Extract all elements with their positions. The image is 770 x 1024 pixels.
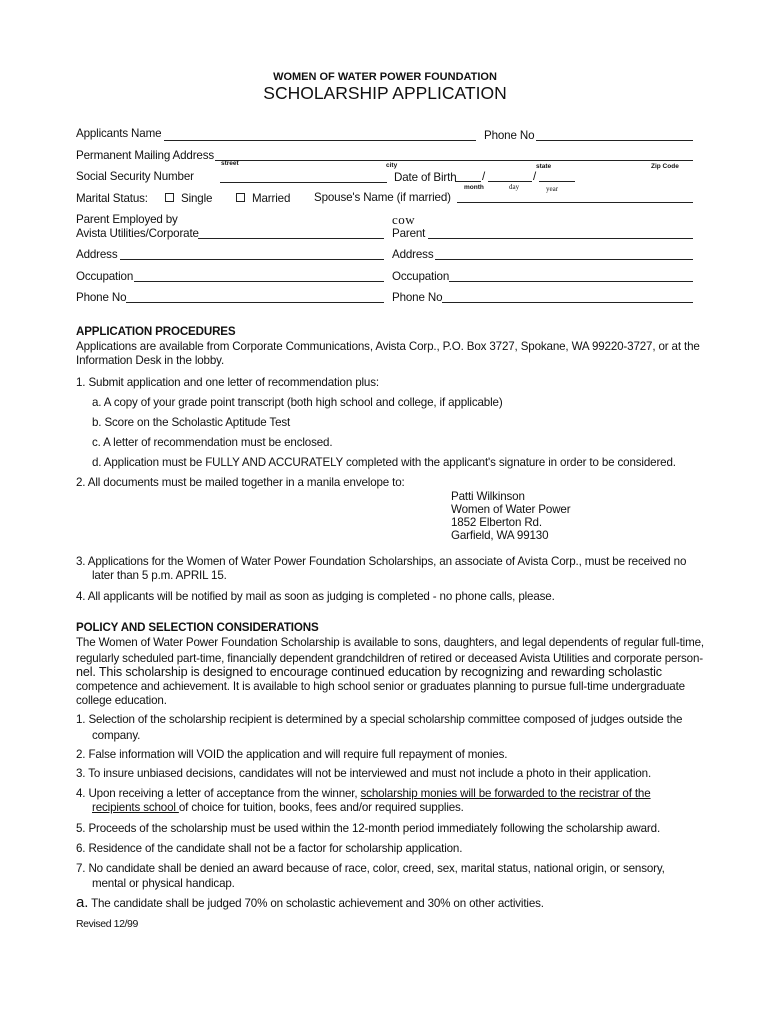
policy-item-6: 6. Residence of the candidate shall not be a factor for scholarship application. [76,842,463,855]
policy-item-4-line-1 [76,788,651,801]
procedures-item-2: 2. All documents must be mailed together in a manila envelope to: [76,476,405,489]
spouse-name-label: Spouse's Name (if married) [314,191,451,204]
policy-heading: POLICY AND SELECTION CONSIDERATIONS [76,621,319,634]
policy-item-8 [76,895,544,912]
phone-left-field[interactable] [126,302,384,303]
policy-paragraph-line-2: regularly scheduled part-time, financially dependent grandchildren of retired or deceased Avista Utilities and corporate person- [76,652,703,665]
day-caption: day [509,183,520,191]
dob-label: Date of Birth [394,171,457,184]
parent-employed-label-1: Parent Employed by [76,213,178,226]
policy-paragraph-line-4: competence and achievement. It is available to high school senior or graduates planning to pursue full-time undergraduate [76,680,685,693]
policy-item-1-line-1: 1. Selection of the scholarship recipient is determined by a special scholarship committee composed of judges outside the [76,713,683,726]
occupation-left-label: Occupation [76,270,134,283]
procedures-item-3-line-2: later than 5 p.m. APRIL 15. [92,569,227,582]
policy-item-4-post: of choice for tuition, books, fees and/or required supplies. [178,801,464,814]
parent-field[interactable] [428,238,693,239]
org-name: WOMEN OF WATER POWER FOUNDATION [273,71,497,83]
revised-date: Revised 12/99 [76,918,138,930]
procedures-item-3-line-1: 3. Applications for the Women of Water Power Foundation Scholarships, an associate of Avista Corp., must be received no [76,555,687,568]
policy-paragraph-line-3: nel. This scholarship is designed to encourage continued education by recognizing and rewarding scholastic [76,665,662,679]
phone-no-field[interactable] [536,140,693,141]
mail-address-street: 1852 Elberton Rd. [451,516,542,529]
street-caption: street [221,160,239,167]
policy-item-4-underlined-2: recipients school [92,801,179,814]
phone-left-label: Phone No [76,291,127,304]
procedures-intro-1: Applications are available from Corporate Communications, Avista Corp., P.O. Box 3727, Spokane, WA 99220-3727, or at the [76,340,700,353]
address-left-label: Address [76,248,118,261]
ssn-label: Social Security Number [76,170,194,183]
marital-status-label: Marital Status: [76,192,148,205]
dob-year-field[interactable] [539,181,575,182]
policy-item-1-line-2: company. [92,729,141,742]
policy-item-2: 2. False information will VOID the application and will require full repayment of monies. [76,748,508,761]
mail-address-name: Patti Wilkinson [451,490,525,503]
ssn-field[interactable] [220,182,387,183]
policy-paragraph-line-5: college education. [76,694,167,707]
parent-label: Parent [392,227,426,240]
parent-employed-field[interactable] [198,238,384,239]
occupation-right-field[interactable] [449,281,693,282]
address-right-label: Address [392,248,434,261]
mail-address-city: Garfield, WA 99130 [451,529,549,542]
policy-item-7-line-2: mental or physical handicap. [92,877,235,890]
mailing-address-label: Permanent Mailing Address [76,149,215,162]
policy-item-4-line-2 [92,802,464,815]
applicants-name-label: Applicants Name [76,127,162,140]
policy-item-8-letter: a. [76,894,89,911]
policy-item-3: 3. To insure unbiased decisions, candidates will not be interviewed and must not include a photo in their application. [76,767,652,780]
procedures-intro-2: Information Desk in the lobby. [76,354,225,367]
policy-item-5: 5. Proceeds of the scholarship must be used within the 12-month period immediately following the scholarship award. [76,822,661,835]
dob-separator-1: / [482,170,486,183]
occupation-right-label: Occupation [392,270,450,283]
mailing-address-field[interactable] [215,160,693,161]
state-caption: state [536,163,552,170]
policy-item-4-pre: 4. Upon receiving a letter of acceptance from the winner, [76,787,361,800]
dob-day-field[interactable] [488,181,532,182]
phone-right-field[interactable] [442,302,693,303]
city-caption: city [386,162,398,169]
single-label: Single [181,192,213,205]
procedures-heading: APPLICATION PROCEDURES [76,325,236,338]
page-title: SCHOLARSHIP APPLICATION [263,83,507,103]
address-right-field[interactable] [435,259,693,260]
procedures-item-1c: c. A letter of recommendation must be enclosed. [92,436,333,449]
policy-paragraph-line-1: The Women of Water Power Foundation Scholarship is available to sons, daughters, and legal dependents of regular full-time, [76,636,704,649]
policy-item-7-line-1: 7. No candidate shall be denied an award because of race, color, creed, sex, marital status, national origin, or sensory, [76,862,665,875]
applicants-name-field[interactable] [164,140,476,141]
dob-separator-2: / [533,170,537,183]
year-caption: year [546,185,559,193]
phone-right-label: Phone No [392,291,443,304]
parent-employed-label-2: Avista Utilities/Corporate [76,227,199,240]
handwritten-entry: cow [392,212,416,227]
phone-no-label: Phone No [484,129,535,142]
mail-address-org: Women of Water Power [451,503,571,516]
spouse-name-field[interactable] [457,202,693,203]
dob-month-field[interactable] [455,181,481,182]
procedures-item-1: 1. Submit application and one letter of recommendation plus: [76,376,379,389]
single-checkbox[interactable] [165,193,174,202]
policy-item-4-underlined-1: scholarship monies will be forwarded to the recistrar of the [360,787,651,800]
policy-item-8-text: The candidate shall be judged 70% on scholastic achievement and 30% on other activities. [88,897,544,910]
address-left-field[interactable] [120,259,384,260]
married-checkbox[interactable] [236,193,245,202]
procedures-item-4: 4. All applicants will be notified by mail as soon as judging is completed - no phone calls, please. [76,590,555,603]
procedures-item-1d: d. Application must be FULLY AND ACCURATELY completed with the applicant's signature in order to be considered. [92,456,676,469]
procedures-item-1b: b. Score on the Scholastic Aptitude Test [92,416,291,429]
month-caption: month [464,184,484,191]
procedures-item-1a: a. A copy of your grade point transcript (both high school and college, if applicable) [92,396,503,409]
occupation-left-field[interactable] [134,281,384,282]
zip-caption: Zip Code [651,163,679,170]
married-label: Married [252,192,291,205]
